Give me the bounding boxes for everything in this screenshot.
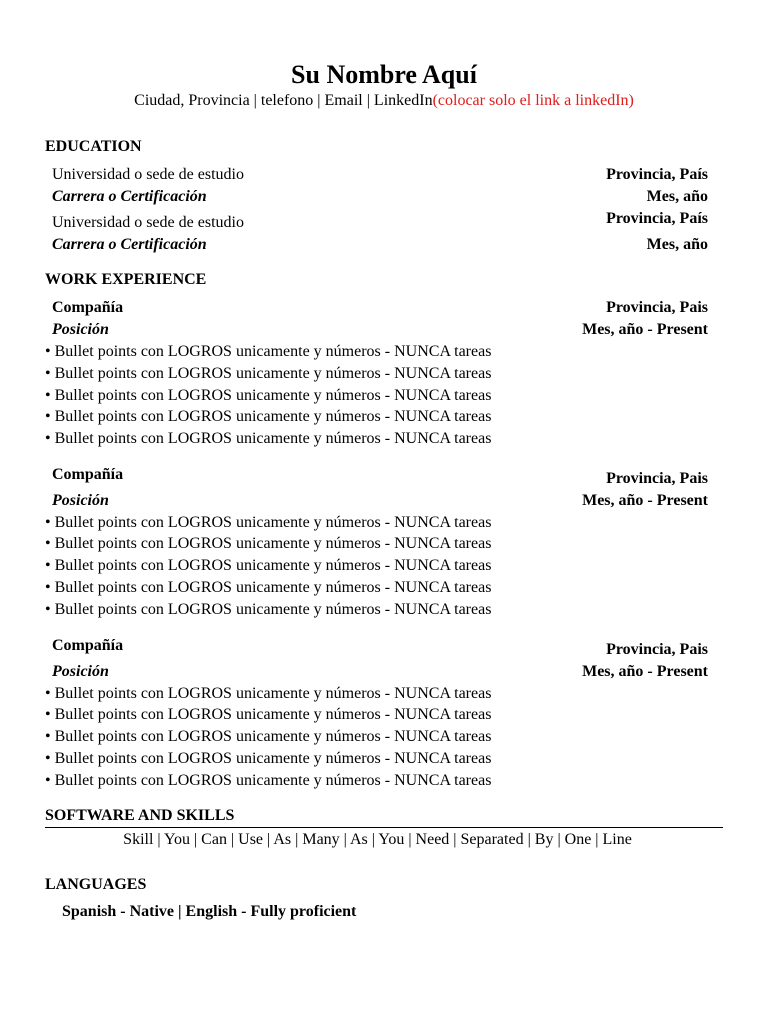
job-bullet: • Bullet points con LOGROS unicamente y números - NUNCA tareas	[45, 514, 492, 531]
job-position: Posición	[52, 663, 109, 680]
job-bullet: • Bullet points con LOGROS unicamente y números - NUNCA tareas	[45, 365, 492, 382]
job-location: Provincia, Pais	[606, 470, 708, 487]
job-bullet: • Bullet points con LOGROS unicamente y números - NUNCA tareas	[45, 706, 492, 723]
job-dates: Mes, año - Present	[582, 663, 708, 680]
skills-line: Skill | You | Can | Use | As | Many | As | You | Need | Separated | By | One | Line	[123, 831, 632, 848]
job-bullet: • Bullet points con LOGROS unicamente y números - NUNCA tareas	[45, 387, 492, 404]
job-company: Compañía	[52, 299, 124, 316]
contact-line	[0, 93, 768, 109]
job-bullet: • Bullet points con LOGROS unicamente y números - NUNCA tareas	[45, 772, 492, 789]
education-school: Universidad o sede de estudio	[52, 166, 244, 183]
education-degree: Carrera o Certificación	[52, 188, 207, 205]
job-bullet: • Bullet points con LOGROS unicamente y números - NUNCA tareas	[45, 430, 492, 447]
job-bullet: • Bullet points con LOGROS unicamente y números - NUNCA tareas	[45, 750, 492, 767]
job-position: Posición	[52, 492, 109, 509]
education-school: Universidad o sede de estudio	[52, 214, 244, 231]
job-company: Compañía	[52, 637, 124, 654]
work-heading: WORK EXPERIENCE	[45, 271, 207, 288]
job-dates: Mes, año - Present	[582, 492, 708, 509]
education-heading: EDUCATION	[45, 138, 142, 155]
job-bullet: • Bullet points con LOGROS unicamente y números - NUNCA tareas	[45, 557, 492, 574]
job-company: Compañía	[52, 466, 124, 483]
job-bullet: • Bullet points con LOGROS unicamente y números - NUNCA tareas	[45, 685, 492, 702]
job-bullet: • Bullet points con LOGROS unicamente y números - NUNCA tareas	[45, 408, 492, 425]
job-dates: Mes, año - Present	[582, 321, 708, 338]
skills-heading: SOFTWARE AND SKILLS	[45, 807, 235, 824]
job-position: Posición	[52, 321, 109, 338]
job-bullet: • Bullet points con LOGROS unicamente y números - NUNCA tareas	[45, 601, 492, 618]
job-bullet: • Bullet points con LOGROS unicamente y números - NUNCA tareas	[45, 343, 492, 360]
languages-heading: LANGUAGES	[45, 876, 147, 893]
contact-details: Ciudad, Provincia | telefono | Email | LinkedIn	[134, 92, 433, 109]
education-degree: Carrera o Certificación	[52, 236, 207, 253]
section-divider	[45, 827, 723, 828]
job-location: Provincia, Pais	[606, 641, 708, 658]
education-location: Provincia, País	[606, 210, 708, 227]
resume-name: Su Nombre Aquí	[291, 60, 477, 89]
job-bullet: • Bullet points con LOGROS unicamente y números - NUNCA tareas	[45, 728, 492, 745]
job-bullet: • Bullet points con LOGROS unicamente y números - NUNCA tareas	[45, 579, 492, 596]
education-date: Mes, año	[646, 236, 708, 253]
languages-line: Spanish - Native | English - Fully proficient	[62, 903, 357, 920]
education-date: Mes, año	[646, 188, 708, 205]
education-location: Provincia, País	[606, 166, 708, 183]
linkedin-note: (colocar solo el link a linkedIn)	[432, 92, 634, 109]
job-location: Provincia, Pais	[606, 299, 708, 316]
job-bullet: • Bullet points con LOGROS unicamente y números - NUNCA tareas	[45, 535, 492, 552]
